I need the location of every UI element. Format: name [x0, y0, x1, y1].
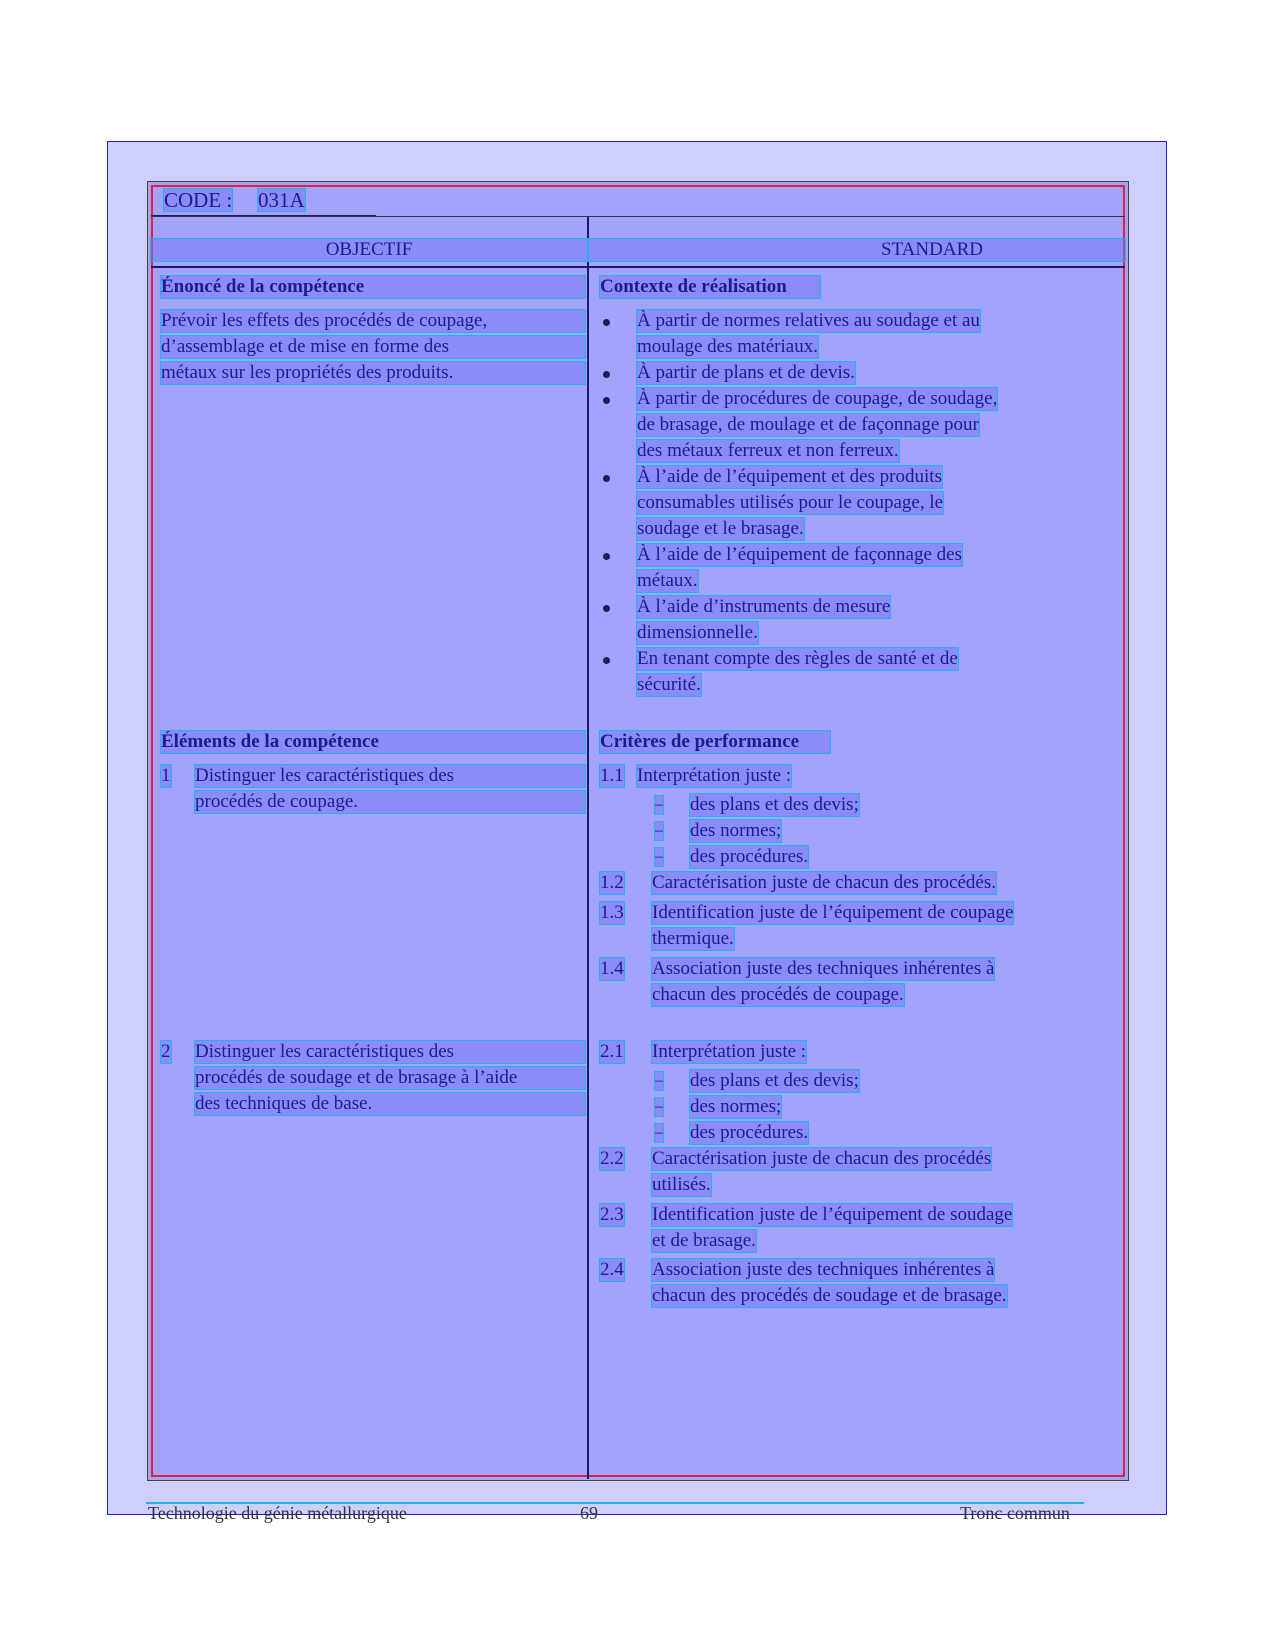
- element-line: Distinguer les caractéristiques des: [195, 1041, 585, 1063]
- footer-page-number: 69: [580, 1503, 598, 1523]
- critere-number: 2.2: [600, 1148, 624, 1169]
- critere-line: Association juste des techniques inhérentes à: [652, 1259, 995, 1280]
- dash-icon: –: [655, 848, 663, 865]
- critere-sub-item: des procédures.: [690, 1122, 809, 1143]
- dash-icon: –: [655, 796, 663, 813]
- contexte-line: dimensionnelle.: [637, 622, 758, 643]
- enonce-line: d’assemblage et de mise en forme des: [161, 336, 585, 358]
- contexte-title: Contexte de réalisation: [600, 276, 820, 298]
- contexte-line: des métaux ferreux et non ferreux.: [637, 440, 899, 461]
- enonce-title: Énoncé de la compétence: [161, 276, 585, 298]
- bullet-icon: [603, 371, 610, 378]
- bullet-icon: [603, 605, 610, 612]
- bullet-icon: [603, 475, 610, 482]
- bullet-icon: [603, 553, 610, 560]
- contexte-line: À partir de procédures de coupage, de soudage,: [637, 388, 998, 409]
- critere-number: 2.3: [600, 1204, 624, 1225]
- contexte-line: soudage et le brasage.: [637, 518, 804, 539]
- contexte-line: sécurité.: [637, 674, 701, 695]
- contexte-line: moulage des matériaux.: [637, 336, 818, 357]
- critere-number: 1.2: [600, 872, 624, 893]
- critere-line: Interprétation juste :: [637, 765, 792, 786]
- bullet-icon: [603, 397, 610, 404]
- enonce-line: métaux sur les propriétés des produits.: [161, 362, 585, 384]
- element-line: des techniques de base.: [195, 1093, 585, 1115]
- critere-sub-item: des plans et des devis;: [690, 794, 859, 815]
- critere-sub-item: des normes;: [690, 820, 782, 841]
- contexte-line: À l’aide d’instruments de mesure: [637, 596, 891, 617]
- footer-right: Tronc commun: [960, 1503, 1070, 1523]
- code-row-divider: [151, 216, 1125, 217]
- critere-sub-item: des procédures.: [690, 846, 809, 867]
- critere-number: 1.4: [600, 958, 624, 979]
- bullet-icon: [603, 319, 610, 326]
- critere-sub-item: des plans et des devis;: [690, 1070, 859, 1091]
- critere-line: et de brasage.: [652, 1230, 756, 1251]
- critere-line: utilisés.: [652, 1174, 711, 1195]
- criteres-title: Critères de performance: [600, 731, 830, 753]
- dash-icon: –: [655, 822, 663, 839]
- contexte-line: À l’aide de l’équipement et des produits: [637, 466, 942, 487]
- contexte-line: de brasage, de moulage et de façonnage pour: [637, 414, 979, 435]
- critere-number: 2.1: [600, 1041, 624, 1062]
- header-divider: [151, 266, 1125, 268]
- critere-line: Identification juste de l’équipement de coupage: [652, 902, 1014, 923]
- element-number: 2: [161, 1041, 171, 1062]
- critere-number: 1.1: [600, 765, 624, 786]
- elements-title: Éléments de la compétence: [161, 731, 585, 753]
- element-number: 1: [161, 765, 171, 786]
- contexte-line: À partir de normes relatives au soudage et au: [637, 310, 980, 331]
- code-label: CODE :: [164, 188, 233, 212]
- column-divider: [587, 217, 589, 1479]
- element-line: Distinguer les caractéristiques des: [195, 765, 585, 787]
- bullet-icon: [603, 657, 610, 664]
- critere-line: chacun des procédés de soudage et de brasage.: [652, 1285, 1007, 1306]
- critere-line: thermique.: [652, 928, 734, 949]
- contexte-line: À partir de plans et de devis.: [637, 362, 855, 383]
- critere-line: Caractérisation juste de chacun des procédés: [652, 1148, 992, 1169]
- code-value: 031A: [258, 188, 305, 212]
- critere-line: Identification juste de l’équipement de soudage: [652, 1204, 1013, 1225]
- header-standard: STANDARD: [589, 239, 1125, 261]
- critere-number: 1.3: [600, 902, 624, 923]
- contexte-line: À l’aide de l’équipement de façonnage des: [637, 544, 962, 565]
- header-objectif: OBJECTIF: [151, 239, 587, 261]
- critere-line: Association juste des techniques inhérentes à: [652, 958, 995, 979]
- element-line: procédés de coupage.: [195, 791, 585, 813]
- dash-icon: –: [655, 1124, 663, 1141]
- dash-icon: –: [655, 1072, 663, 1089]
- contexte-line: métaux.: [637, 570, 698, 591]
- critere-sub-item: des normes;: [690, 1096, 782, 1117]
- contexte-line: consumables utilisés pour le coupage, le: [637, 492, 944, 513]
- contexte-line: En tenant compte des règles de santé et de: [637, 648, 958, 669]
- critere-line: Caractérisation juste de chacun des procédés.: [652, 872, 996, 893]
- critere-number: 2.4: [600, 1259, 624, 1280]
- enonce-line: Prévoir les effets des procédés de coupage,: [161, 310, 585, 332]
- critere-line: Interprétation juste :: [652, 1041, 807, 1062]
- dash-icon: –: [655, 1098, 663, 1115]
- critere-line: chacun des procédés de coupage.: [652, 984, 904, 1005]
- element-line: procédés de soudage et de brasage à l’aide: [195, 1067, 585, 1089]
- footer-title: Technologie du génie métallurgique: [148, 1503, 407, 1523]
